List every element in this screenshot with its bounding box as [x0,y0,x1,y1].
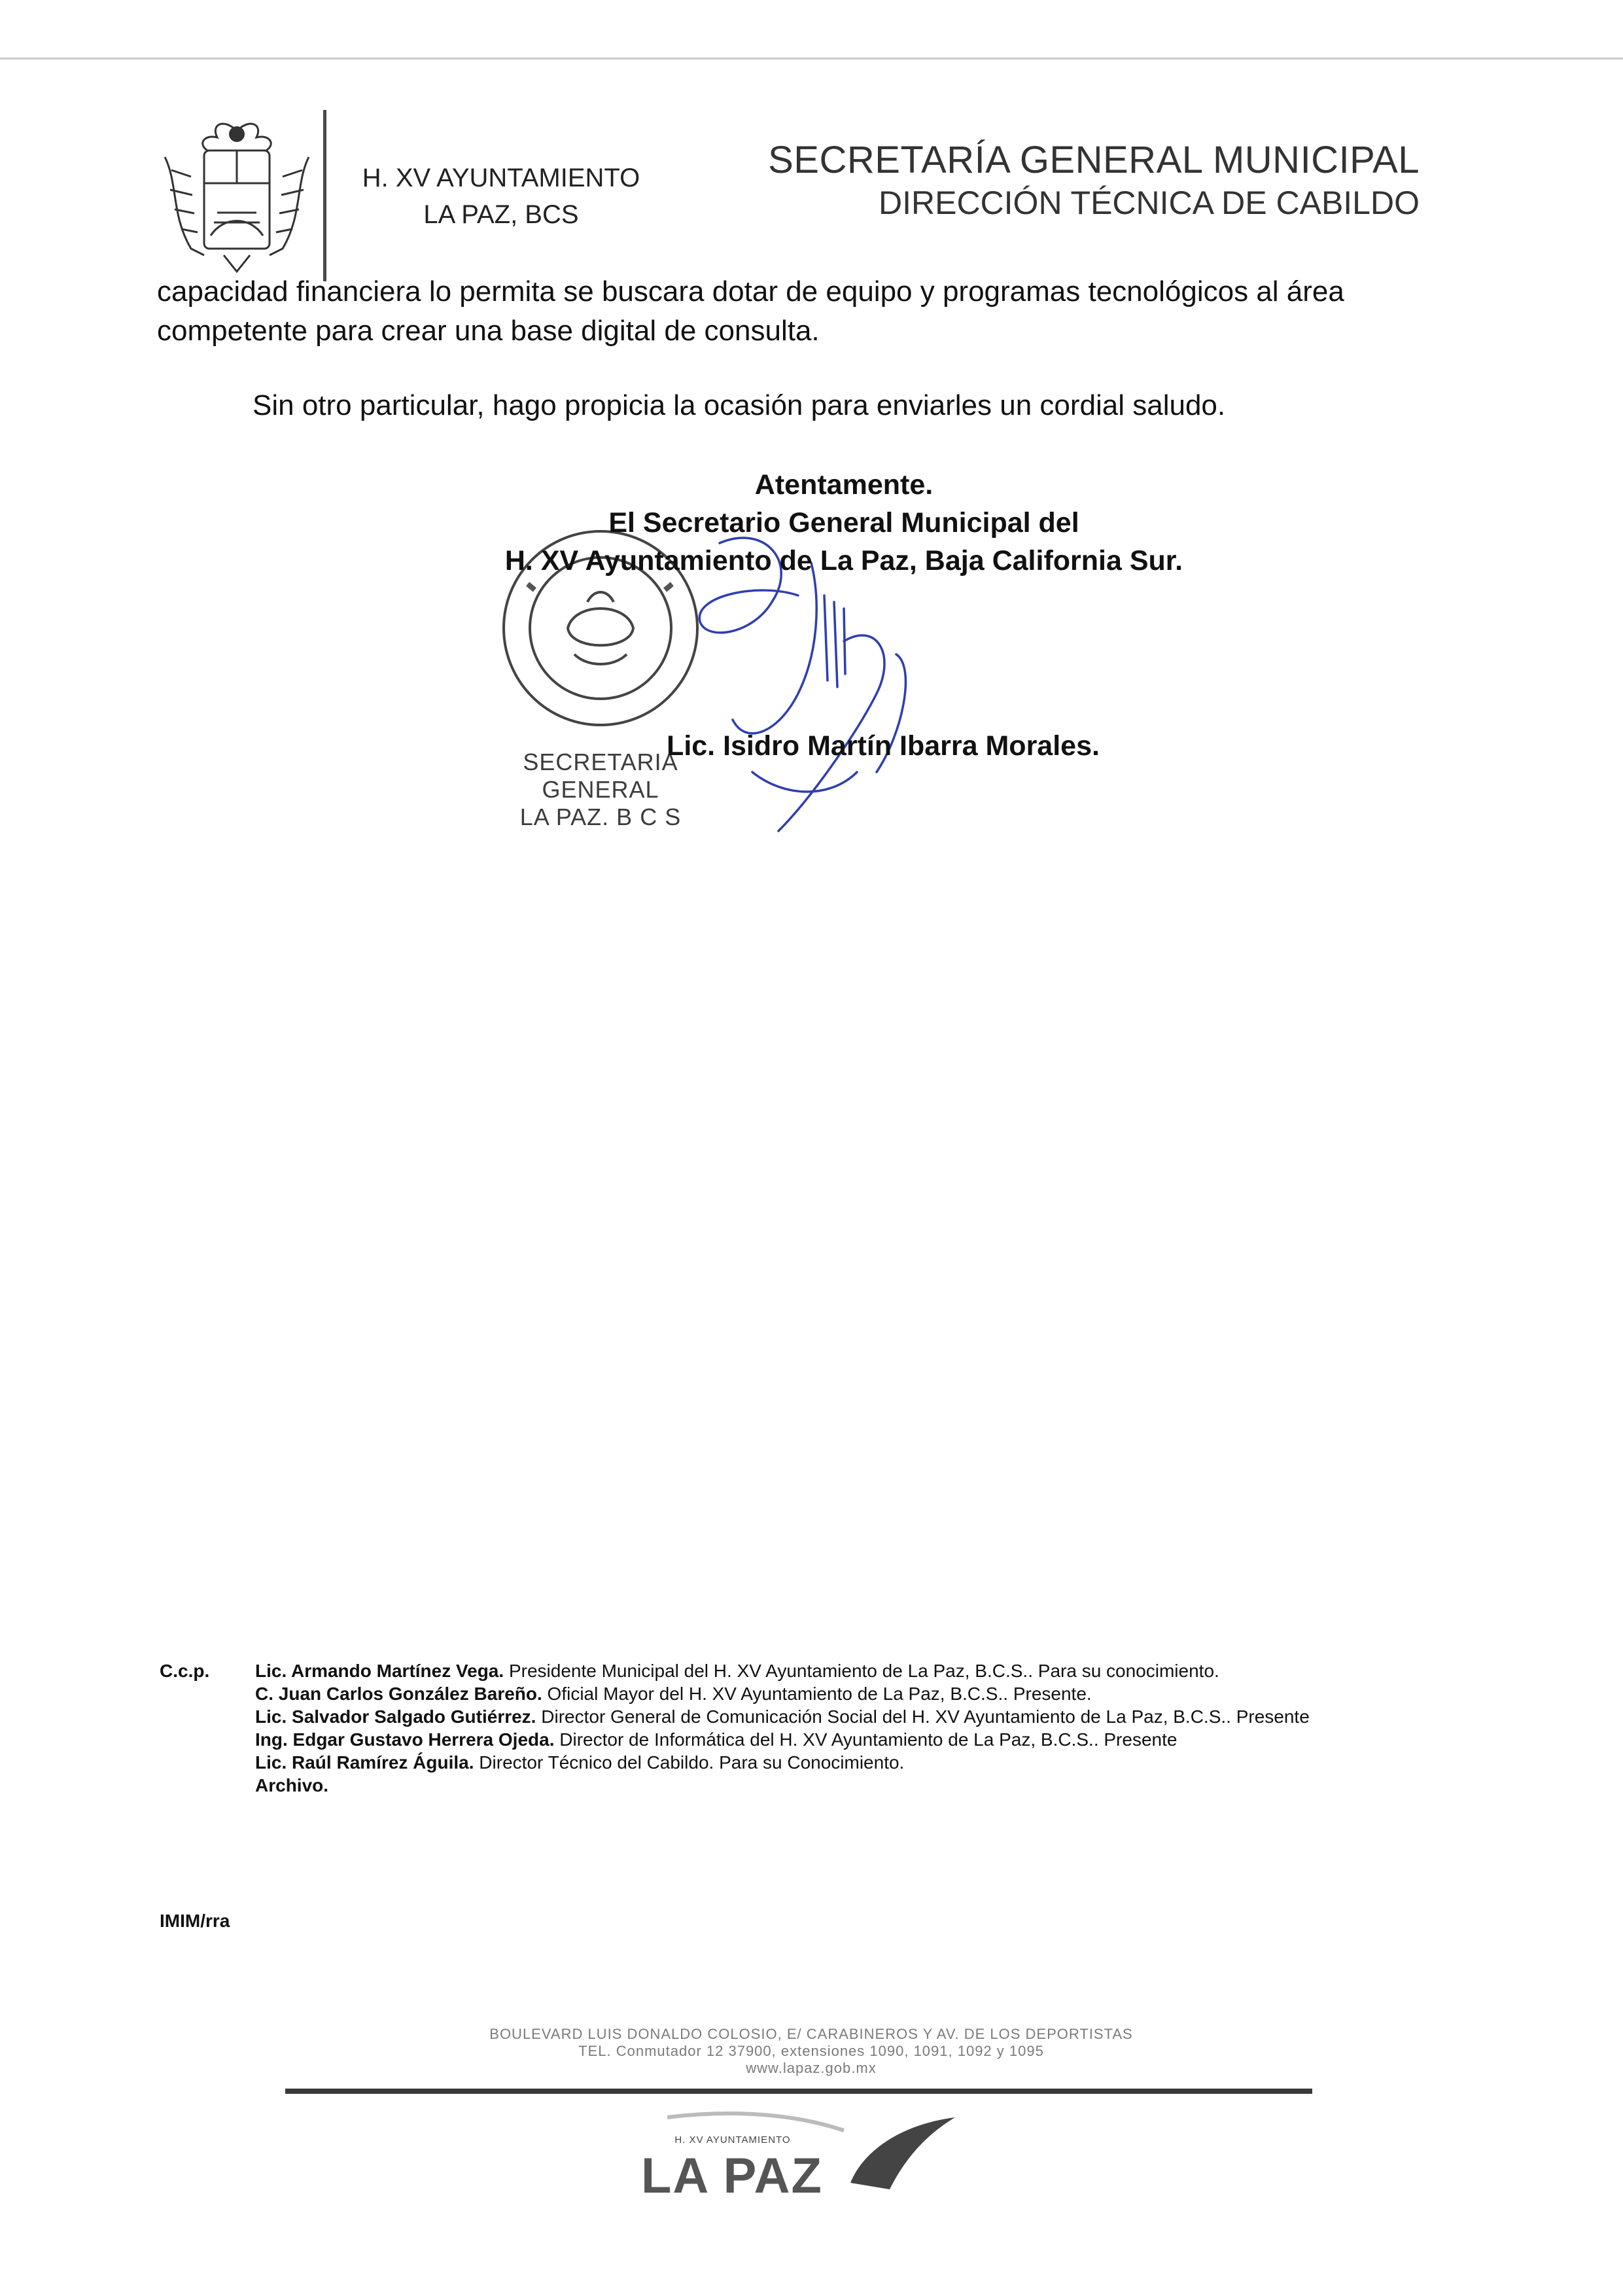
address-line-3: www.lapaz.gob.mx [746,2060,877,2076]
seal-line-1: SECRETARIA GENERAL [523,749,678,803]
ccp-role: Presidente Municipal del H. XV Ayuntamiento de La Paz, B.C.S.. Para su conocimiento. [504,1661,1219,1681]
closing-sentence: Sin otro particular, hago propicia la ocasión para enviarles un cordial saludo. [253,389,1226,421]
organization-name [351,160,652,233]
header-divider [323,110,326,281]
ccp-role: Director General de Comunicación Social del H. XV Ayuntamiento de La Paz, B.C.S.. Presente [536,1706,1310,1727]
ccp-recipient: Lic. Raúl Ramírez Águila. [255,1752,474,1773]
directorate-subtitle: DIRECCIÓN TÉCNICA DE CABILDO [878,185,1420,221]
ccp-item [255,1705,1472,1728]
footer-divider [285,2089,1312,2094]
ccp-recipient: Lic. Salvador Salgado Gutiérrez. [255,1706,536,1727]
municipal-crest-icon [152,105,322,281]
ccp-item [255,1728,1472,1751]
logo-caption: H. XV AYUNTAMIENTO [674,2134,791,2146]
footer-address [353,2026,1269,2077]
ccp-recipient: Lic. Armando Martínez Vega. [255,1661,504,1681]
secretariat-title: SECRETARÍA GENERAL MUNICIPAL [768,139,1420,181]
ccp-recipient: C. Juan Carlos González Bareño. [255,1684,542,1704]
regards-line: Atentamente. [754,469,934,501]
ccp-role: Director de Informática del H. XV Ayuntamiento de La Paz, B.C.S.. Presente [554,1729,1178,1750]
address-line-2: TEL. Conmutador 12 37900, extensiones 1090, 1091, 1092 y 1095 [578,2043,1044,2059]
department-heading [707,137,1420,222]
seal-line-2: LA PAZ. B C S [519,804,682,830]
top-scan-rule [0,58,1623,60]
logo-wordmark: LA PAZ [641,2148,823,2204]
ccp-recipient: Archivo. [255,1775,329,1795]
ccp-role: Oficial Mayor del H. XV Ayuntamiento de La Paz, B.C.S.. Presente. [542,1684,1092,1704]
ccp-item [255,1774,1472,1797]
signer-name: Lic. Isidro Martín Ibarra Morales. [667,730,1100,762]
author-initials: IMIM/rra [160,1911,230,1931]
org-line-1: H. XV AYUNTAMIENTO [362,164,640,192]
address-line-1: BOULEVARD LUIS DONALDO COLOSIO, E/ CARABINEROS Y AV. DE LOS DEPORTISTAS [489,2026,1133,2042]
ccp-item [255,1659,1472,1682]
org-line-2: LA PAZ, BCS [423,200,579,229]
ccp-recipient: Ing. Edgar Gustavo Herrera Ojeda. [255,1729,555,1750]
ccp-role: Director Técnico del Cabildo. Para su Conocimiento. [474,1752,905,1773]
signer-org-line: H. XV Ayuntamiento de La Paz, Baja California Sur. [504,545,1183,576]
signer-title-line: El Secretario General Municipal del [608,507,1079,539]
ccp-item [255,1751,1472,1774]
signature-block [366,466,1321,580]
ccp-list [255,1659,1472,1797]
ccp-item [255,1682,1472,1705]
body-paragraph: capacidad financiera lo permita se buscara dotar de equipo y programas tecnológicos al área competente para crear una base digital de consulta. [157,275,1344,347]
ccp-label: C.c.p. [160,1661,210,1681]
